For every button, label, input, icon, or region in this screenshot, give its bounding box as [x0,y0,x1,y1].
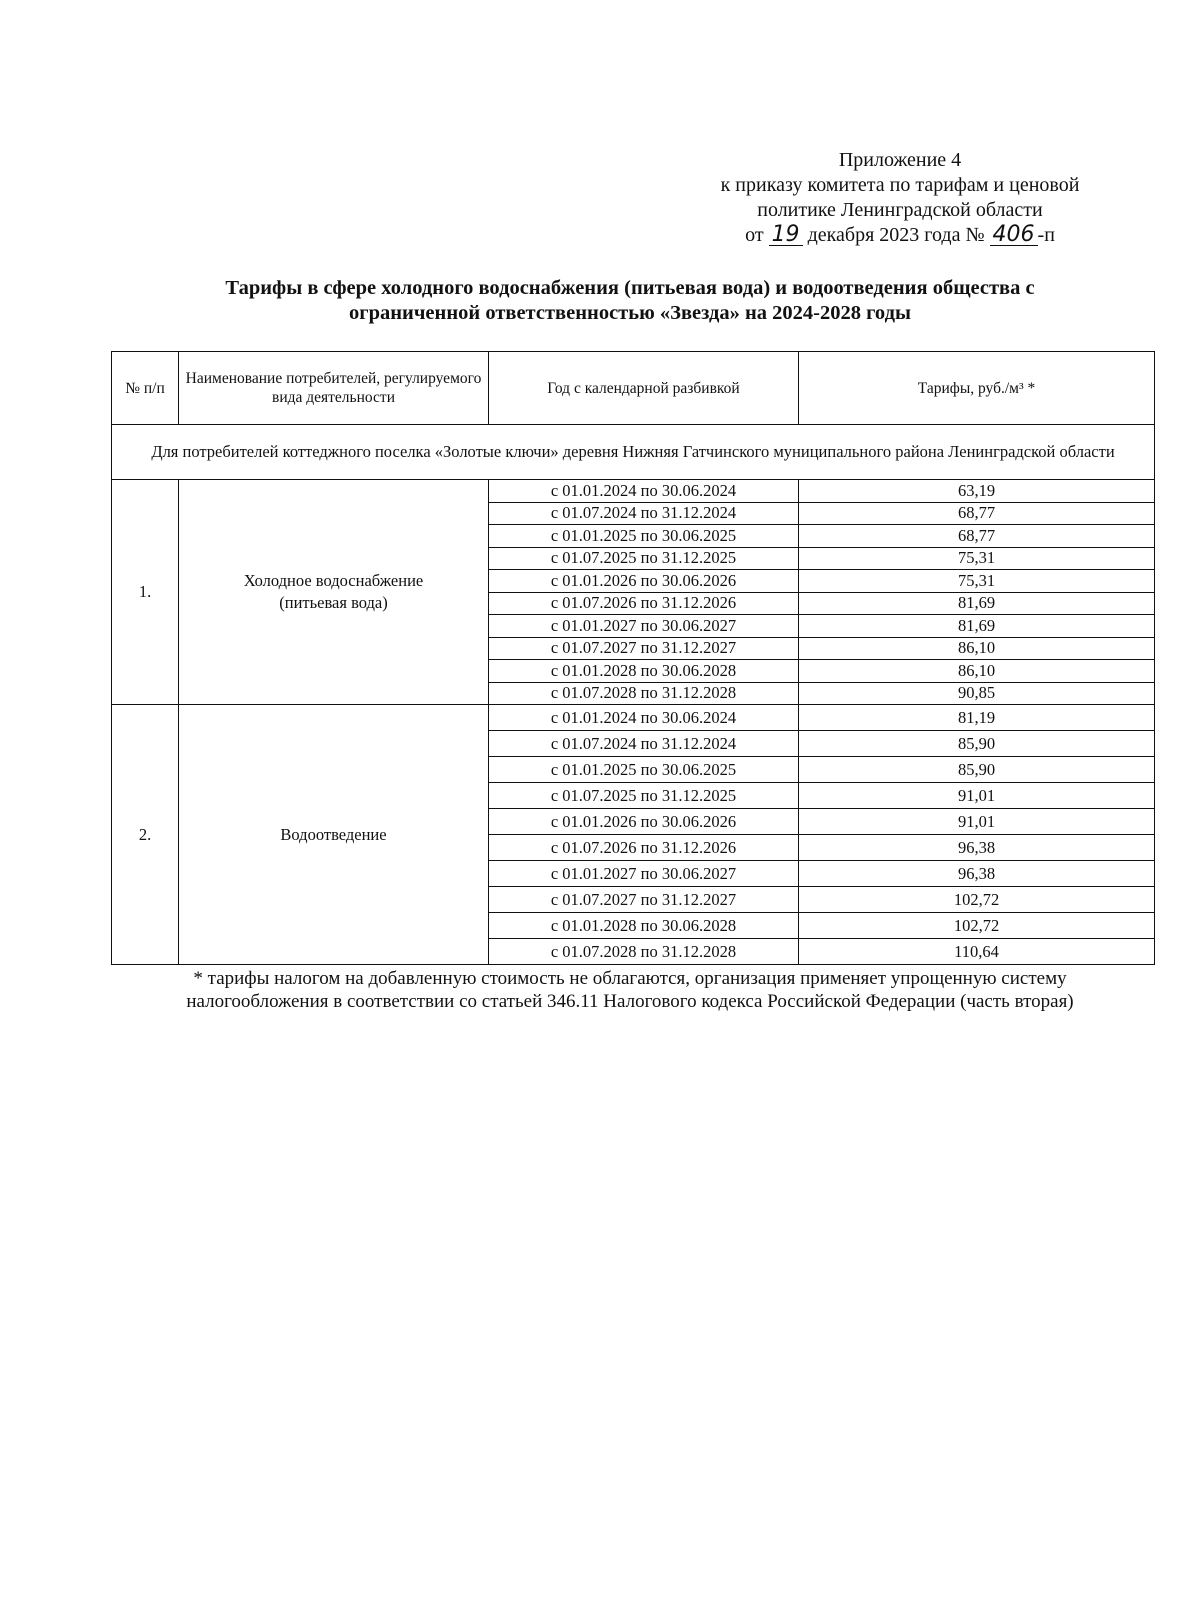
period-cell: с 01.01.2026 по 30.06.2026 [489,570,799,593]
period-cell: с 01.01.2025 по 30.06.2025 [489,757,799,783]
footnote-line-1: * тарифы налогом на добавленную стоимость не облагаются, организация применяет упрощенную систему [193,968,1067,989]
period-cell: с 01.07.2024 по 31.12.2024 [489,502,799,525]
period-cell: с 01.07.2027 по 31.12.2027 [489,637,799,660]
tariff-cell: 81,69 [799,615,1155,638]
annex-order-line: к приказу комитета по тарифам и ценовой [720,174,1080,196]
header-period: Год с календарной разбивкой [489,352,799,425]
tariff-table [111,351,1155,965]
footnote-line-2: налогообложения в соответствии со статьей 346.11 Налогового кодекса Российской Федерации (часть вторая) [186,991,1074,1012]
tariff-cell: 63,19 [799,480,1155,503]
period-cell: с 01.01.2024 по 30.06.2024 [489,480,799,503]
group-name: Холодное водоснабжение (питьевая вода) [179,480,489,705]
period-cell: с 01.01.2028 по 30.06.2028 [489,913,799,939]
tariff-cell: 96,38 [799,835,1155,861]
tariff-cell: 85,90 [799,731,1155,757]
period-cell: с 01.07.2026 по 31.12.2026 [489,835,799,861]
number-suffix: -п [1037,224,1055,246]
title-line-1: Тарифы в сфере холодного водоснабжения (питьевая вода) и водоотведения общества с [225,277,1035,299]
annex-title: Приложение 4 [838,149,962,171]
period-cell: с 01.01.2027 по 30.06.2027 [489,861,799,887]
date-middle: декабря 2023 года № [807,224,985,246]
tariff-cell: 102,72 [799,887,1155,913]
period-cell: с 01.01.2024 по 30.06.2024 [489,705,799,731]
annex-date-line [680,223,1120,248]
tariff-cell: 68,77 [799,525,1155,548]
group-name: Водоотведение [179,705,489,965]
period-cell: с 01.01.2026 по 30.06.2026 [489,809,799,835]
tariff-cell: 91,01 [799,783,1155,809]
table-row [112,705,1155,731]
tariff-cell: 90,85 [799,682,1155,705]
document-title [110,276,1150,326]
period-cell: с 01.01.2027 по 30.06.2027 [489,615,799,638]
tariff-cell: 75,31 [799,570,1155,593]
tariff-cell: 110,64 [799,939,1155,965]
tariff-cell: 81,19 [799,705,1155,731]
tariff-cell: 86,10 [799,660,1155,683]
header-num: № п/п [112,352,179,425]
tariff-cell: 86,10 [799,637,1155,660]
group-num: 2. [112,705,179,965]
period-cell: с 01.07.2027 по 31.12.2027 [489,887,799,913]
section-label: Для потребителей коттеджного поселка «Золотые ключи» деревня Нижняя Гатчинского муниципального района Ленинградской области [112,425,1155,480]
title-line-2: ограниченной ответственностью «Звезда» на 2024-2028 годы [349,302,911,324]
annex-committee-line: политике Ленинградской области [757,199,1043,221]
footnote [110,967,1150,1013]
header-name: Наименование потребителей, регулируемого вида деятельности [179,352,489,425]
table-header-row [112,352,1155,425]
period-cell: с 01.07.2026 по 31.12.2026 [489,592,799,615]
date-prefix: от [745,224,764,246]
period-cell: с 01.07.2024 по 31.12.2024 [489,731,799,757]
group-num: 1. [112,480,179,705]
tariff-cell: 102,72 [799,913,1155,939]
section-row [112,425,1155,480]
period-cell: с 01.07.2025 по 31.12.2025 [489,547,799,570]
tariff-cell: 68,77 [799,502,1155,525]
table-row [112,480,1155,503]
header-tariff: Тарифы, руб./м³ * [799,352,1155,425]
handwritten-day: 19 [769,225,803,246]
annex-header [680,148,1120,248]
tariff-cell: 81,69 [799,592,1155,615]
period-cell: с 01.07.2028 по 31.12.2028 [489,939,799,965]
tariff-cell: 85,90 [799,757,1155,783]
period-cell: с 01.01.2025 по 30.06.2025 [489,525,799,548]
period-cell: с 01.01.2028 по 30.06.2028 [489,660,799,683]
tariff-cell: 96,38 [799,861,1155,887]
period-cell: с 01.07.2025 по 31.12.2025 [489,783,799,809]
handwritten-number: 406 [990,225,1038,246]
period-cell: с 01.07.2028 по 31.12.2028 [489,682,799,705]
tariff-cell: 75,31 [799,547,1155,570]
tariff-cell: 91,01 [799,809,1155,835]
